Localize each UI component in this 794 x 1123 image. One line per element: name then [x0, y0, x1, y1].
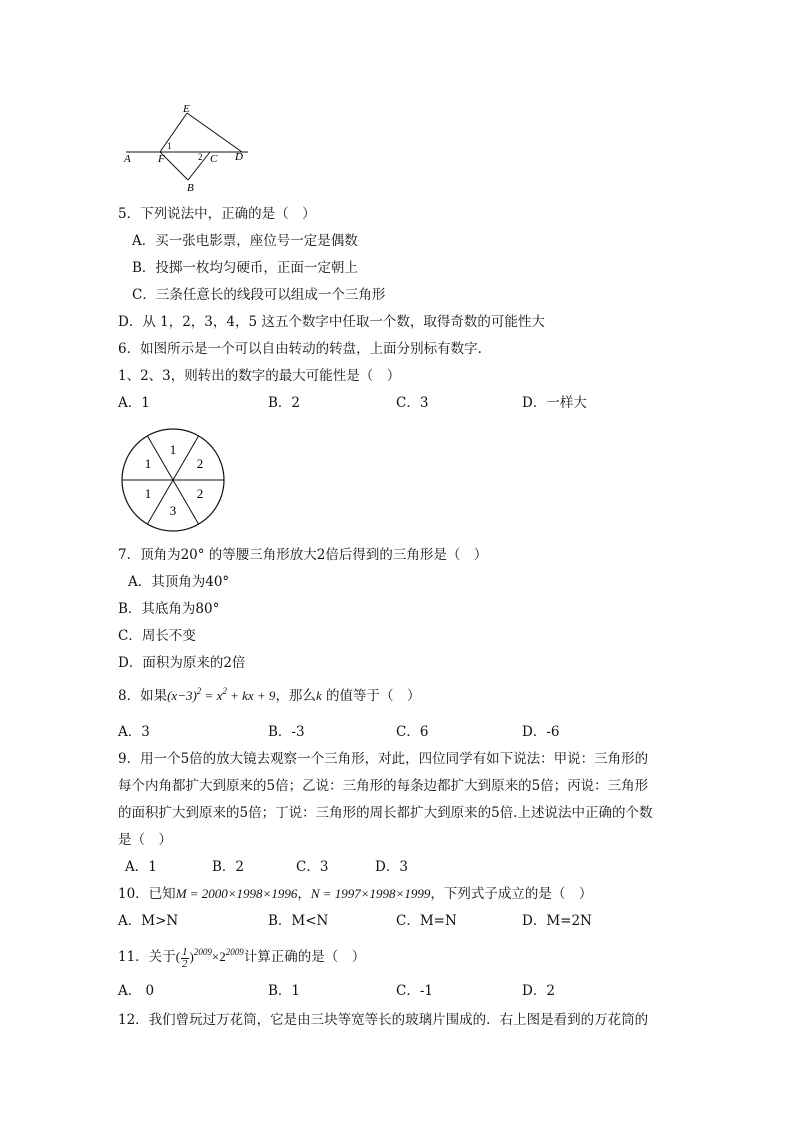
- q11-option-c: C．-1: [396, 983, 433, 999]
- q10-m-expression: M = 2000×1998×1996: [175, 886, 298, 901]
- q6-option-c: C．3: [396, 395, 429, 411]
- q8-option-c: C．6: [396, 724, 429, 740]
- q9-option-a: A．1: [125, 859, 157, 875]
- q8-suffix: 的值等于（ ）: [321, 688, 421, 704]
- spinner-sector-upper-right: 2: [196, 456, 204, 471]
- q12-line-1: 12．我们曾玩过万花筒，它是由三块等宽等长的玻璃片围成的．右上图是看到的万花筒的: [118, 1012, 649, 1028]
- label-b: B: [187, 182, 194, 194]
- geometry-figure: [118, 100, 268, 195]
- q9-line-2: 每个内角都扩大到原来的5倍；乙说：三角形的每条边都扩大到原来的5倍；丙说：三角形: [118, 778, 649, 794]
- spinner-figure: [120, 428, 228, 532]
- q11-suffix: 计算正确的是（ ）: [243, 949, 366, 965]
- q7-option-b: B．其底角为80°: [118, 601, 220, 617]
- label-c: C: [210, 153, 218, 165]
- q10-option-d: D．M=2N: [522, 913, 592, 929]
- q10-option-b: B．M<N: [268, 913, 329, 929]
- q8-formula-part3: + kx + 9: [226, 688, 276, 703]
- q10-stem: [118, 885, 592, 903]
- spinner-sector-upper-left: 1: [144, 456, 152, 471]
- q8-middle: ，那么: [275, 688, 316, 704]
- q6-option-d: D．一样大: [522, 395, 587, 411]
- label-e: E: [183, 103, 190, 115]
- q9-option-b: B．2: [212, 859, 245, 875]
- q11-option-a: A． 0: [118, 983, 155, 999]
- q8-formula-part1: (x−3): [167, 688, 197, 703]
- q9-line-4: 是（ ）: [118, 832, 172, 848]
- q5-stem: 5．下列说法中，正确的是（ ）: [118, 206, 316, 222]
- q10-option-a: A．M>N: [118, 913, 179, 929]
- q10-option-c: C．M=N: [396, 913, 457, 929]
- q11-fraction: [181, 947, 189, 970]
- q8-k: k: [315, 688, 322, 703]
- q6-stem-line2: 1、2、3，则转出的数字的最大可能性是（ ）: [118, 368, 401, 384]
- spinner-sector-lower-left: 1: [144, 486, 152, 501]
- q7-stem: 7．顶角为20° 的等腰三角形放大2倍后得到的三角形是（ ）: [118, 547, 488, 563]
- q9-line-3: 的面积扩大到原来的5倍；丁说：三角形的周长都扩大到原来的5倍.上述说法中正确的个数: [118, 805, 653, 821]
- q11-option-b: B．1: [268, 983, 301, 999]
- q8-option-a: A．3: [118, 724, 150, 740]
- q10-n-expression: N = 1997×1998×1999: [310, 886, 431, 901]
- q6-stem-line1: 6．如图所示是一个可以自由转动的转盘，上面分别标有数字.: [118, 341, 482, 357]
- q8-formula-exp1: 2: [196, 686, 202, 696]
- label-d: D: [235, 151, 243, 163]
- q6-option-b: B．2: [268, 395, 301, 411]
- q5-option-c: C．三条任意长的线段可以组成一个三角形: [132, 287, 386, 303]
- q5-option-d: D．从 1，2，3，4，5 这五个数字中任取一个数，取得奇数的可能性大: [118, 314, 545, 330]
- q11-fraction-numerator: 1: [182, 945, 188, 958]
- q8-prefix: 8．如果: [118, 688, 168, 704]
- q9-option-d: D．3: [375, 859, 408, 875]
- q10-suffix: ，下列式子成立的是（ ）: [430, 886, 593, 902]
- spinner-sector-top: 1: [169, 442, 177, 457]
- segment-ed: [187, 113, 242, 152]
- label-f: F: [158, 153, 165, 165]
- q11-stem: [118, 946, 365, 970]
- spinner-sector-bottom: 3: [169, 503, 177, 518]
- q8-formula: [167, 688, 275, 703]
- segment-ef: [160, 113, 187, 152]
- q5-option-a: A．买一张电影票，座位号一定是偶数: [132, 233, 358, 249]
- q11-fraction-denominator: 2: [182, 957, 188, 970]
- label-1: 1: [167, 141, 172, 151]
- q9-line-1: 9．用一个5倍的放大镜去观察一个三角形，对此，四位同学有如下说法：甲说：三角形的: [118, 751, 649, 767]
- q8-stem: [118, 687, 421, 705]
- q11-prefix: 11．关于: [118, 949, 176, 965]
- q6-option-a: A．1: [118, 395, 150, 411]
- q8-option-b: B．-3: [268, 724, 305, 740]
- label-a: A: [124, 153, 131, 165]
- q7-option-a: A．其顶角为40°: [128, 574, 230, 590]
- q7-option-d: D．面积为原来的2倍: [118, 655, 246, 671]
- q10-separator: ，: [297, 886, 311, 902]
- q5-option-b: B．投掷一枚均匀硬币，正面一定朝上: [132, 260, 358, 276]
- q11-expression: ( $\frac{1}{2}$ )$^{2009}\times 2^{2009}$: [175, 945, 244, 970]
- q8-formula-part2: = x: [201, 688, 223, 703]
- q11-exponent-2: 2009: [225, 947, 244, 957]
- q9-option-c: C．3: [296, 859, 329, 875]
- q8-formula-exp2: 2: [222, 686, 227, 696]
- q11-times: ×2: [211, 949, 226, 964]
- q11-option-d: D．2: [522, 983, 555, 999]
- q7-option-c: C．周长不变: [118, 628, 196, 644]
- q8-option-d: D．-6: [522, 724, 560, 740]
- spinner-sector-lower-right: 2: [196, 486, 204, 501]
- q10-prefix: 10．已知: [118, 886, 176, 902]
- q11-exponent-1: 2009: [193, 947, 212, 957]
- label-2: 2: [198, 152, 203, 162]
